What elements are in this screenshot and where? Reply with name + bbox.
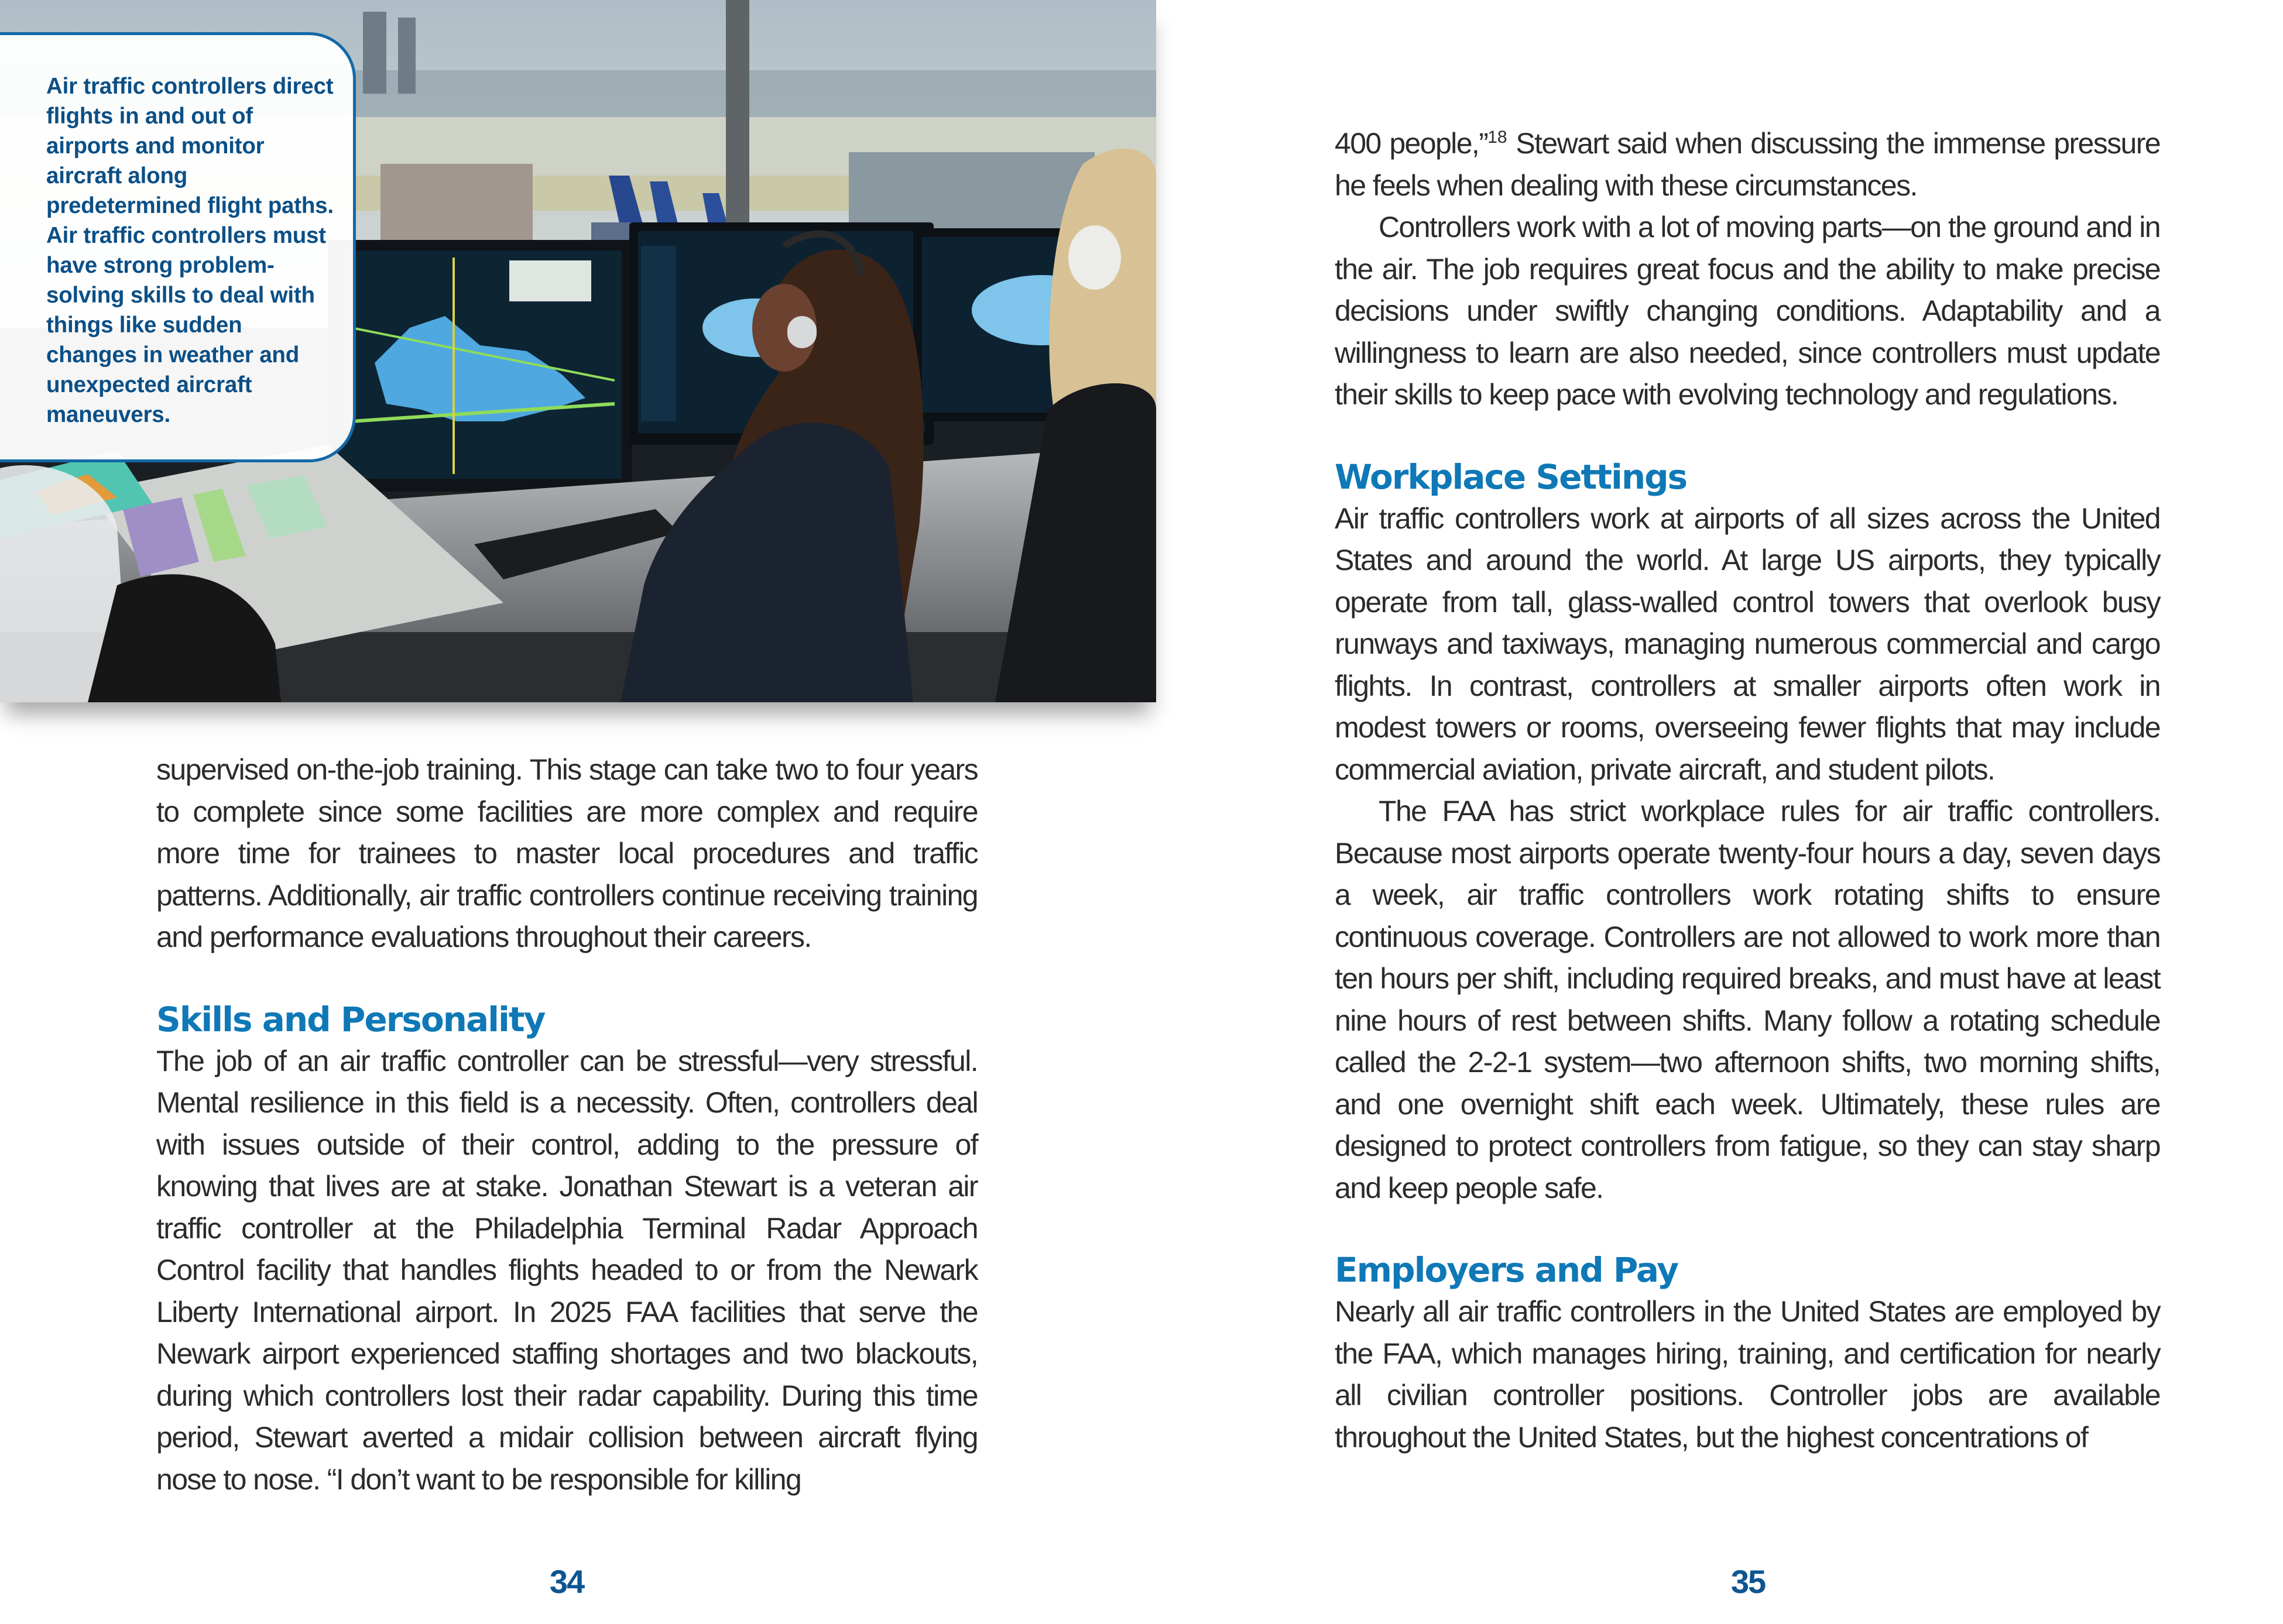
spacer <box>1335 416 2160 456</box>
footnote-reference[interactable]: 18 <box>1487 128 1507 147</box>
heading-workplace-settings: Workplace Settings <box>1335 456 1687 497</box>
heading-employers-and-pay: Employers and Pay <box>1335 1250 1678 1290</box>
continued-quote-paragraph <box>1335 123 2160 207</box>
skills-paragraph: The job of an air traffic controller can be stressful—very stressful. Mental resilience in this field is a necessity. Often, controllers deal with issues outside of their control, adding to the pressure of knowing that lives are at stake. Jonathan Stewart is a veteran air traffic controller at the Philadelphia Terminal Radar Approach Control facility that handles flights headed to or from the Newark Liberty International airport. In 2025 FAA facilities that serve the Newark airport experienced staffing shortages and two blackouts, during which controllers lost their radar capability. During this time period, Stewart averted a midair collision between aircraft flying nose to nose. “I don’t want to be responsible for killing <box>156 1044 978 1496</box>
workplace-paragraph-2: The FAA has strict workplace rules for air traffic controllers. Because most airports operate twenty-four hours a day, seven days a week, air traffic controllers work rotating shifts to ensure continuous coverage. Controllers are not allowed to work more than ten hours per shift, including required breaks, and must have at least nine hours of rest between shifts. Many follow a rotating schedule called the 2-2-1 system—two afternoon shifts, two morning shifts, and one overnight shift each week. Ultimately, these rules are designed to protect controllers from fatigue, so they can stay sharp and keep people safe. <box>1335 795 2160 1204</box>
page-number-right: 35 <box>1730 1563 1766 1600</box>
page-number-left: 34 <box>549 1563 584 1600</box>
left-page-column <box>156 749 978 1501</box>
spacer <box>156 959 978 998</box>
quote-end: Stewart said when discussing the immense pressure he feels when dealing with these circumstances. <box>1335 127 2160 202</box>
quote-start: 400 people,” <box>1335 127 1488 160</box>
moving-parts-paragraph: Controllers work with a lot of moving parts—on the ground and in the air. The job requires great focus and the ability to make precise decisions under swiftly changing conditions. Adaptability and a willingness to learn are also needed, since controllers must update their skills to keep pace with evolving technology and regulations. <box>1335 211 2160 411</box>
employers-paragraph: Nearly all air traffic controllers in the United States are employed by the FAA, which manages hiring, training, and certification for nearly all civilian controller positions. Controller jobs are available throughout the United States, but the highest concentrations of <box>1335 1295 2160 1454</box>
photo-caption-box <box>0 32 356 462</box>
heading-skills-and-personality: Skills and Personality <box>156 999 545 1039</box>
photo-caption: Air traffic controllers direct flights in and out of airports and monitor aircraft along predetermined flight paths. Air traffic controllers must have strong problem-solving skills to deal with things like sudden changes in weather and unexpected aircraft maneuvers. <box>46 74 334 427</box>
workplace-paragraph-1: Air traffic controllers work at airports of all sizes across the United States and around the world. At large US airports, they typically operate from tall, glass-walled control towers that overlook busy runways and taxiways, managing numerous commercial and cargo flights. In contrast, controllers at smaller airports often work in modest towers or rooms, overseeing fewer flights that may include commercial aviation, private aircraft, and student pilots. <box>1335 502 2160 786</box>
spacer <box>1335 1209 2160 1249</box>
right-page-column <box>1335 123 2160 1458</box>
intro-paragraph: supervised on-the-job training. This stage can take two to four years to complete since some facilities are more complex and require more time for trainees to master local procedures and traffic patterns. Additionally, air traffic controllers continue receiving training and performance evaluations throughout their careers. <box>156 753 978 953</box>
